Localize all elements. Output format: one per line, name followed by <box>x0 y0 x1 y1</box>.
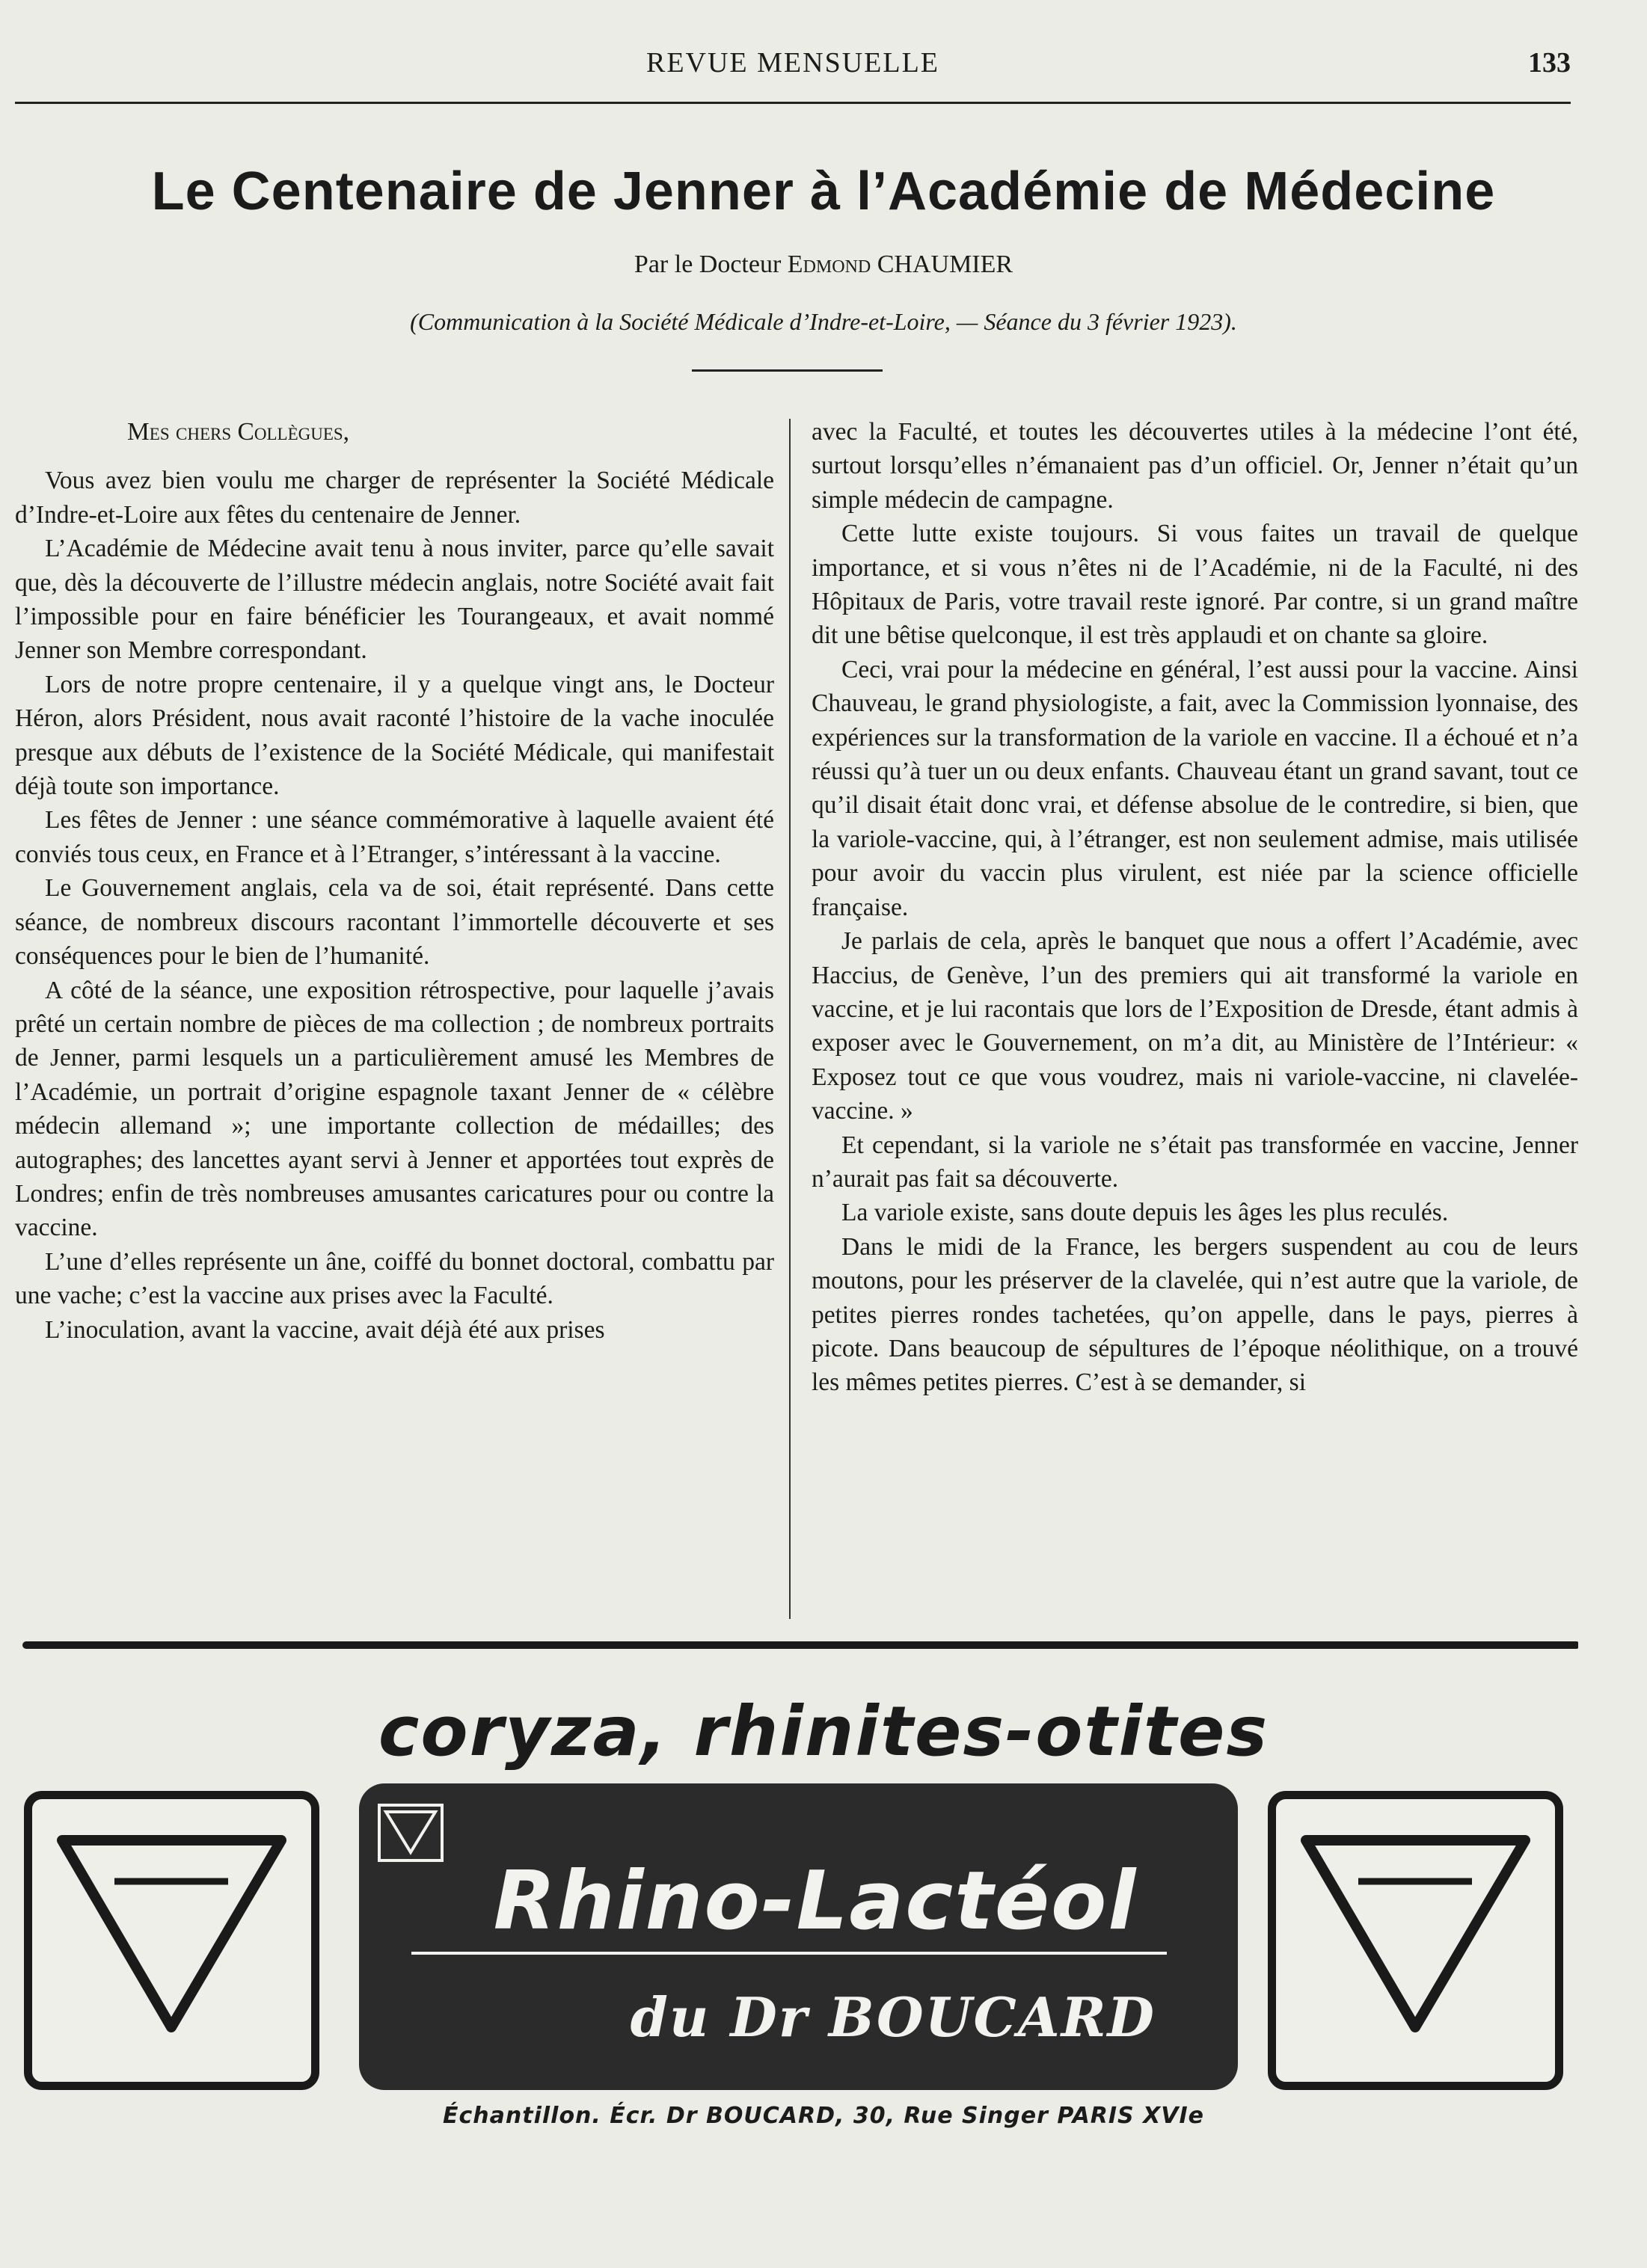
paragraph: L’inoculation, avant la vaccine, avait déjà été aux prises <box>45 1315 605 1344</box>
column-divider <box>789 419 791 1619</box>
paragraph: L’une d’elles représente un âne, coiffé du bonnet doctoral, combattu par une vache; c’est la vaccine aux prises avec la Faculté. <box>15 1247 774 1310</box>
inverted-triangle-icon <box>1268 1791 1563 2090</box>
paragraph: Lors de notre propre centenaire, il y a quelque vingt ans, le Docteur Héron, alors Président, nous avait raconté l’histoire de la vache inoculée presque aux débuts de l’existence de la Société Médicale, qui manifestait déjà toute son importance. <box>15 670 774 801</box>
header-rule <box>15 102 1571 104</box>
ad-sample-address: Échantillon. Écr. Dr BOUCARD, 30, Rue Singer PARIS XVIe <box>443 2103 1204 2129</box>
paragraph-continuation: avec la Faculté, et toutes les découvertes utiles à la médecine l’ont été, surtout lorsqu’elles n’émanaient pas d’un officiel. Or, Jenner n’était qu’un simple médecin de campagne. <box>812 418 1578 514</box>
paragraph: Je parlais de cela, après le banquet que nous a offert l’Académie, avec Haccius, de Genève, l’un des premiers qui ait transformé la variole en vaccine, et je lui racontais que lors de l’Exposition de Dresde, étant admis à exposer avec le Gouvernement, on m’a dit, au Ministère de l’Intérieur: « Exposez tout ce que vous voudrez, mais ni variole-vaccine, ni clavelée-vaccine. » <box>812 927 1578 1125</box>
paragraph: Ceci, vrai pour la médecine en général, l’est aussi pour la vaccine. Ainsi Chauveau, le grand physiologiste, a fait, avec la Commission lyonnaise, des expériences sur la transformation de la variole en vaccine. Il a échoué et n’a réussi qu’à tuer un ou deux enfants. Chauveau étant un grand savant, tout ce qu’il disait était donc vrai, et défense absolue de le contredire, si bien, que la variole-vaccine, qui, à l’étranger, est non seulement admise, mais utilisée pour avoir du vaccin plus virulent, est niée par la science officielle française. <box>812 655 1578 921</box>
running-title: REVUE MENSUELLE <box>645 47 940 79</box>
paragraph: Les fêtes de Jenner : une séance commémorative à laquelle avaient été conviés tous ceux, en France et à l’Etranger, s’intéressant à la vaccine. <box>15 806 774 868</box>
triangle-r-logo-icon <box>377 1803 444 1863</box>
byline-prefix: Par le Docteur <box>634 251 788 278</box>
ad-brand-underline <box>411 1952 1167 1955</box>
inverted-triangle-icon <box>24 1791 319 2090</box>
paragraph: L’Académie de Médecine avait tenu à nous inviter, parce qu’elle savait que, dès la découverte de l’illustre médecin anglais, notre Société avait fait l’impossible pour en faire bénéficier les Tourangeaux, et avait nommé Jenner son Membre correspondant. <box>15 535 774 665</box>
title-rule <box>692 369 883 372</box>
author-first-name: Edmond <box>787 251 871 278</box>
advertisement-rule <box>22 1641 1578 1649</box>
salutation: Mes chers Collègues, <box>127 418 350 446</box>
communication-note: (Communication à la Société Médicale d’Indre-et-Loire, — Séance du 3 février 1923). <box>410 308 1237 335</box>
paragraph: Vous avez bien voulu me charger de représenter la Société Médicale d’Indre-et-Loire aux fêtes du centenaire de Jenner. <box>15 467 774 529</box>
ad-brand-panel <box>359 1783 1238 2090</box>
paragraph: Dans le midi de la France, les bergers suspendent au cou de leurs moutons, pour les préserver de la clavelée, qui n’est autre que la variole, de petites pierres rondes tachetées, qu’on appelle, dans le pays, pierres à picote. Dans beaucoup de sépultures de l’époque néolithique, on a trouvé les mêmes petites pierres. C’est à se demander, si <box>812 1232 1578 1397</box>
ad-brand-name: Rhino-Lactéol <box>493 1854 1138 1948</box>
byline <box>0 251 1647 279</box>
paragraph: La variole existe, sans doute depuis les âges les plus reculés. <box>841 1199 1449 1227</box>
author-last-name: CHAUMIER <box>877 251 1013 278</box>
paragraph: Le Gouvernement anglais, cela va de soi, était représenté. Dans cette séance, de nombreux discours racontant l’immortelle découverte et ses conséquences pour le bien de l’humanité. <box>15 874 774 971</box>
article-title: Le Centenaire de Jenner à l’Académie de Médecine <box>151 162 1496 221</box>
paragraph: Cette lutte existe toujours. Si vous faites un travail de quelque importance, et si vous n’êtes ni de l’Académie, ni de la Faculté, ni des Hôpitaux de Paris, votre travail reste ignoré. Par contre, si un grand maître dit une bêtise quelconque, il est très applaudi et on chante sa gloire. <box>812 520 1578 650</box>
ad-doctor-name: du Dr BOUCARD <box>630 1985 1156 2049</box>
left-column <box>15 415 774 1347</box>
paragraph: A côté de la séance, une exposition rétrospective, pour laquelle j’avais prêté un certain nombre de pièces de ma collection ; de nombreux portraits de Jenner, parmi lesquels un a particulièrement amusé les Membres de l’Académie, un portrait d’origine espagnole taxant Jenner de « célèbre médecin allemand »; une importante collection de médailles; des autographes; des lancettes ayant servi à Jenner et apportées tout exprès de Londres; enfin de très nombreuses amusantes caricatures pour ou contre la vaccine. <box>15 976 774 1242</box>
page-number: 133 <box>1528 47 1571 79</box>
running-head <box>15 46 1571 91</box>
right-column <box>812 415 1578 1400</box>
paragraph: Et cependant, si la variole ne s’était pas transformée en vaccine, Jenner n’aurait pas fait sa découverte. <box>812 1131 1578 1193</box>
ad-headline: coryza, rhinites-otites <box>378 1691 1269 1771</box>
